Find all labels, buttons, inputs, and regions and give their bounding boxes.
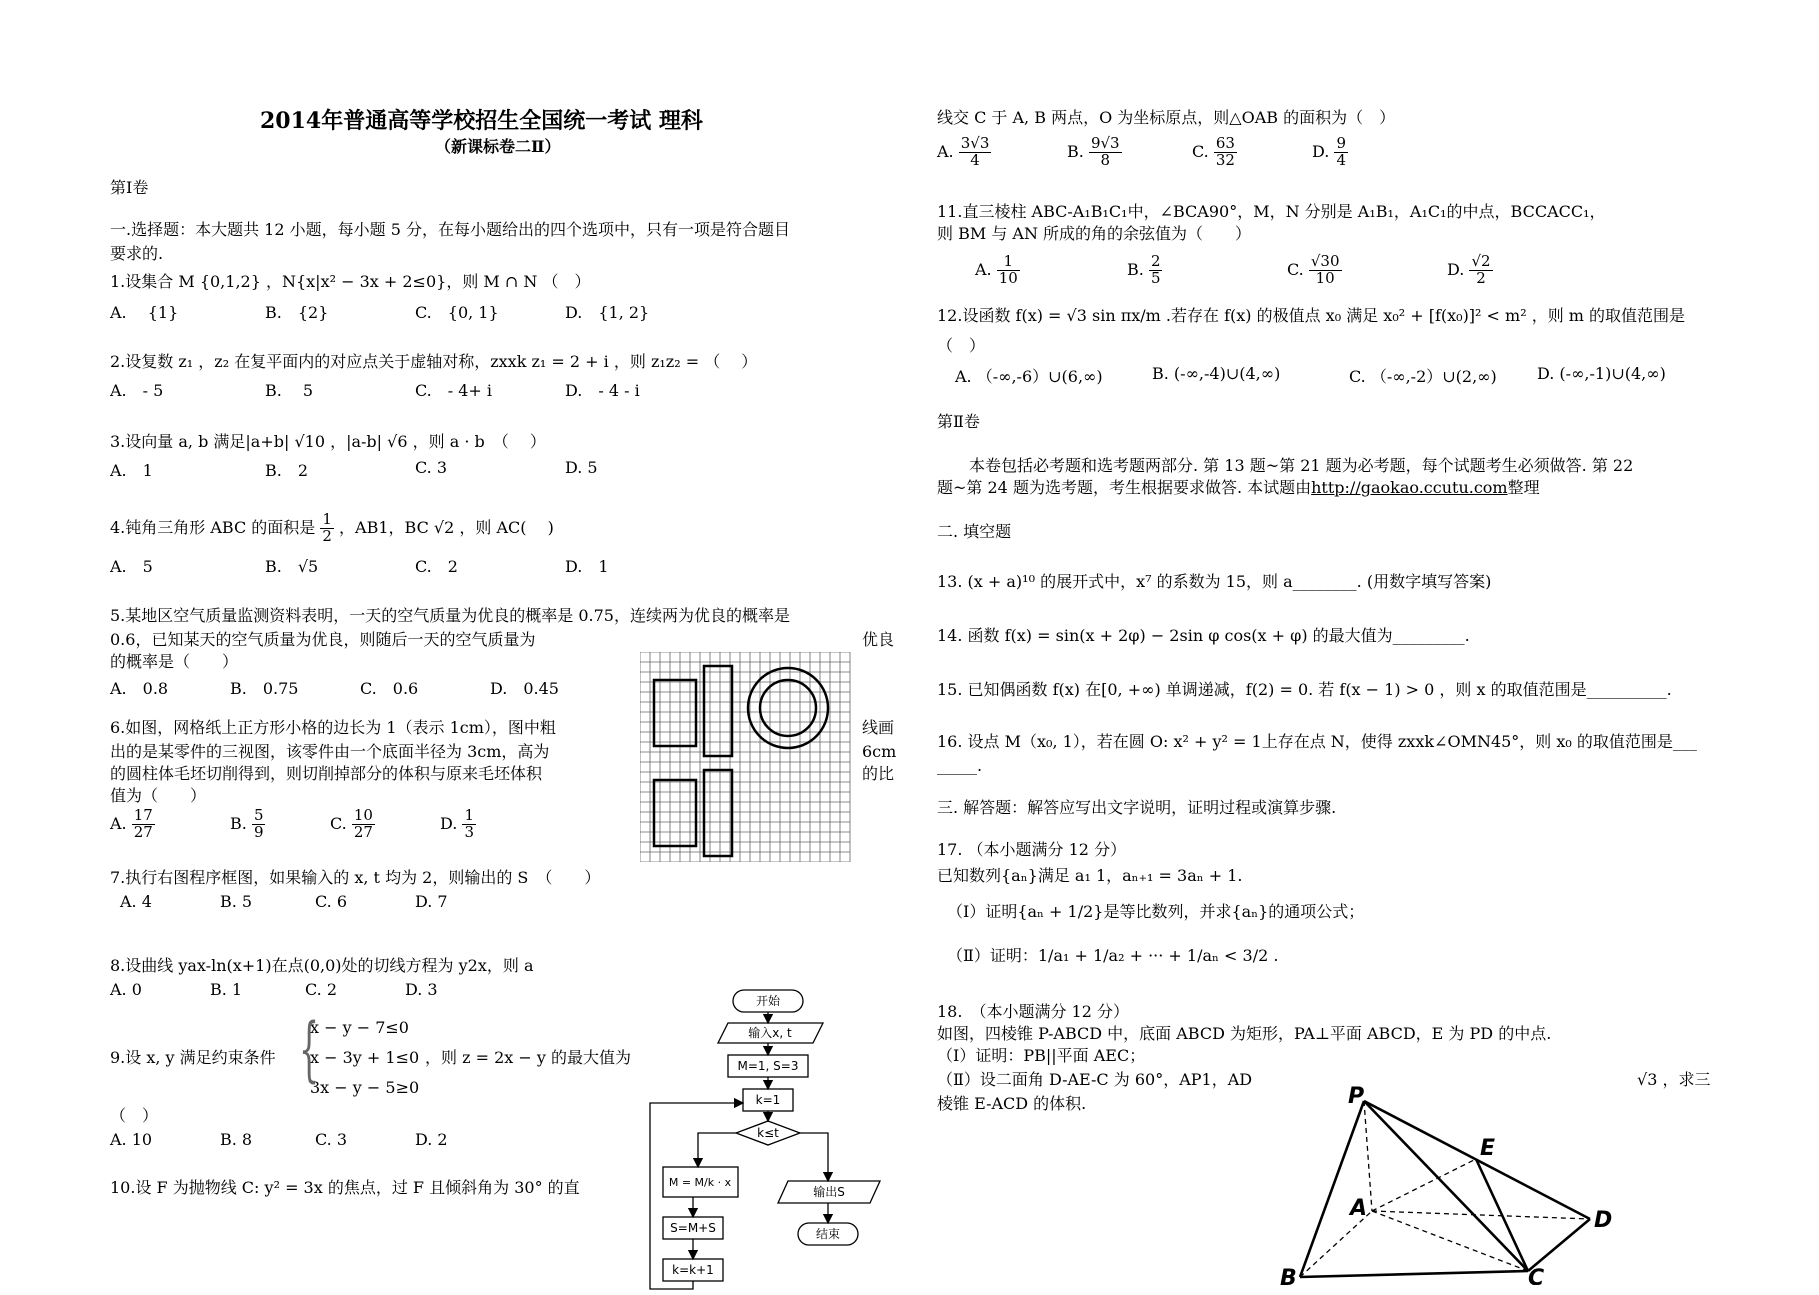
question-stem: 5.某地区空气质量监测资料表明，一天的空气质量为优良的概率是 0.75，连续两为优良的概率是 [110, 606, 790, 625]
denominator: 27 [133, 822, 153, 841]
question-stem: 已知数列{aₙ}满足 a₁ 1，aₙ₊₁ = 3aₙ + 1. [937, 866, 1243, 885]
denominator: 10 [1315, 268, 1335, 287]
option-d: D. 7 [415, 892, 448, 911]
denominator: 27 [353, 822, 373, 841]
fraction [1334, 136, 1348, 169]
option-d [1312, 136, 1348, 169]
denominator: 10 [998, 268, 1018, 287]
section-one-heading: 一.选择题：本大题共 12 小题，每小题 5 分，在每小题给出的四个选项中，只有一项是符合题目 [110, 220, 790, 239]
option-a: A. 5 [110, 557, 153, 576]
option-a: A. 0.8 [110, 679, 169, 698]
question-stem-cont: （ ） [937, 336, 986, 355]
option-letter: A. [975, 259, 992, 279]
option-c: C. 0.6 [360, 679, 419, 698]
option-a: A. - 5 [110, 381, 164, 400]
denominator: 5 [1150, 268, 1161, 287]
stem-part-1: 4.钝角三角形 ABC 的面积是 [110, 517, 316, 537]
option-letter: B. [230, 813, 247, 833]
question-stem: 7.执行右图程序框图，如果输入的 x, t 均为 2，则输出的 S （ ） [110, 868, 601, 887]
part-two-intro-cont [937, 478, 1540, 498]
edge-pc [1364, 1101, 1528, 1271]
option-b: B. 0.75 [230, 679, 299, 698]
option-b [1067, 136, 1122, 169]
question-stem: 1.设集合 M {0,1,2} ，N{x|x² − 3x + 2≤0}，则 M ∩ N （ ） [110, 272, 591, 291]
option-b: B. 1 [210, 980, 243, 999]
part-one: （Ⅰ）证明：PB||平面 AEC； [937, 1046, 1146, 1065]
vertex-label-c: C [1528, 1266, 1545, 1285]
input-label: 输入x, t [748, 1026, 792, 1040]
option-c: C. - 4+ i [415, 381, 493, 400]
option-letter: D. [1312, 141, 1330, 161]
option-d: D. - 4 - i [565, 381, 640, 400]
denominator: 3 [464, 822, 474, 841]
condition-label: k≤t [757, 1126, 779, 1140]
option-d: D. 3 [405, 980, 438, 999]
edge-bc [1300, 1271, 1528, 1277]
question-stem-cont-right: 优良 [862, 630, 895, 649]
k-increment-label: k=k+1 [672, 1263, 714, 1277]
constraint-2: x − 3y + 1≤0 [310, 1048, 420, 1067]
option-b: B. √5 [265, 557, 319, 576]
option-c: C. {0, 1} [415, 303, 499, 322]
option-a: A. {1} [110, 303, 179, 322]
fraction [1309, 254, 1342, 287]
question-stem-cont: 的圆柱体毛坯切削得到，则切削掉部分的体积与原来毛坯体积 [110, 764, 543, 783]
option-b: B. 2 [265, 461, 309, 480]
option-d: D. {1, 2} [565, 303, 650, 322]
option-b: B. 5 [265, 381, 314, 400]
fraction [252, 808, 266, 841]
option-a [110, 808, 155, 841]
question-16-cont: _____. [937, 756, 983, 775]
option-letter: A. [110, 813, 127, 833]
fraction [1214, 136, 1237, 169]
option-letter: B. [1067, 141, 1084, 161]
end-label: 结束 [815, 1227, 841, 1241]
option-d [1447, 254, 1493, 287]
m-update-label: M = M/k · x [668, 1176, 732, 1189]
intro-text: 题~第 24 题为选考题，考生根据要求做答. 本试题由 [937, 478, 1312, 497]
numerator: 5 [253, 806, 264, 824]
numerator: 1 [322, 510, 332, 528]
denominator: 4 [970, 150, 980, 169]
option-letter: A. [937, 141, 954, 161]
question-title: 17. （本小题满分 12 分） [937, 840, 1127, 859]
edge-ad [1372, 1211, 1590, 1219]
three-view-figure [640, 652, 910, 862]
question-stem [110, 512, 554, 545]
option-letter: D. [440, 813, 458, 833]
pyramid-figure [1280, 1085, 1620, 1285]
vertex-label-e: E [1480, 1136, 1496, 1161]
question-stem-cont: 出的是某零件的三视图，该零件由一个底面半径为 3cm，高为 [110, 742, 550, 761]
question-stem: 9.设 x, y 满足约束条件 [110, 1048, 276, 1067]
flowchart [648, 985, 898, 1295]
question-15: 15. 已知偶函数 f(x) 在[0, +∞) 单调递减，f(2) = 0. 若 f(x − 1) > 0 ，则 x 的取值范围是__________. [937, 680, 1672, 699]
exam-subtitle: （新课标卷二Ⅱ） [435, 137, 561, 156]
edge-ae [1372, 1159, 1476, 1211]
constraint-3: 3x − y − 5≥0 [310, 1078, 420, 1097]
k-init-label: k=1 [755, 1093, 781, 1107]
numerator: 3√3 [960, 134, 990, 152]
question-stem-cont: 0.6，已知某天的空气质量为优良，则随后一天的空气质量为 [110, 630, 536, 649]
constraint-1: x − y − 7≤0 [310, 1018, 409, 1037]
numerator: 1 [997, 254, 1020, 271]
brace-icon: { [299, 1008, 320, 1090]
source-link[interactable]: http://gaokao.ccutu.com [1311, 478, 1508, 497]
numerator: 9√3 [1090, 134, 1120, 152]
question-10-stem: 10.设 F 为抛物线 C: y² = 3x 的焦点，过 F 且倾斜角为 30° 的直 [110, 1178, 580, 1197]
option-a: A. 10 [110, 1130, 153, 1149]
vertex-label-d: D [1594, 1208, 1613, 1233]
start-label: 开始 [755, 994, 781, 1008]
output-label: 输出S [813, 1185, 845, 1199]
edge-cd [1528, 1219, 1590, 1271]
option-a [937, 136, 991, 169]
option-b: B. 8 [220, 1130, 253, 1149]
question-stem-cont: 的概率是（ ） [110, 652, 239, 671]
denominator: 32 [1215, 150, 1235, 169]
option-c: C. 2 [415, 557, 458, 576]
option-a: A. 1 [110, 461, 153, 480]
question-stem: 3.设向量 a, b 满足|a+b| √10 ，|a-b| √6 ，则 a · b （ ） [110, 432, 546, 451]
question-title: 18. （本小题满分 12 分） [937, 1002, 1129, 1021]
denominator: 8 [1100, 150, 1111, 169]
option-a: A. 4 [120, 892, 152, 911]
side-view [748, 668, 828, 748]
option-b: B. 5 [220, 892, 253, 911]
part-two: （Ⅱ）设二面角 D-AE-C 为 60°，AP1，AD [937, 1070, 1253, 1089]
option-c [1192, 136, 1237, 169]
s-update-label: S=M+S [670, 1221, 716, 1235]
section-three-heading: 三. 解答题：解答应写出文字说明，证明过程或演算步骤. [937, 798, 1337, 817]
denominator: 4 [1336, 150, 1346, 169]
numerator: 17 [133, 806, 153, 824]
option-d: D. 0.45 [490, 679, 559, 698]
part-one: （Ⅰ）证明{aₙ + 1/2}是等比数列，并求{aₙ}的通项公式； [947, 902, 1365, 921]
numerator: √2 [1471, 252, 1491, 270]
question-stem: 如图，四棱锥 P-ABCD 中，底面 ABCD 为矩形，PA⊥平面 ABCD，E 为 PD 的中点. [937, 1024, 1552, 1043]
vertex-label-a: A [1350, 1196, 1368, 1221]
option-d: D. (-∞,-1)∪(4,∞) [1537, 364, 1666, 383]
fraction [1469, 254, 1492, 287]
option-b [230, 808, 265, 841]
option-letter: D. [1447, 259, 1465, 279]
numerator: 1 [464, 806, 474, 824]
option-a: A. （-∞,-6）∪(6,∞) [955, 367, 1103, 386]
option-c: C. 2 [305, 980, 338, 999]
fraction [352, 808, 375, 841]
option-letter: C. [1192, 141, 1209, 161]
fraction [462, 808, 476, 841]
question-stem-cont: 则 BM 与 AN 所成的角的余弦值为（ ） [937, 224, 1252, 243]
exam-title: 2014年普通高等学校招生全国统一考试 理科 [260, 108, 703, 134]
option-d [440, 808, 476, 841]
option-b: B. (-∞,-4)∪(4,∞) [1152, 364, 1281, 383]
option-c: C. （-∞,-2）∪(2,∞) [1349, 367, 1497, 386]
fraction [1089, 136, 1122, 169]
option-c: C. 3 [315, 1130, 348, 1149]
answer-paren: （ ） [110, 1106, 159, 1125]
question-stem-cont-right: 的比 [862, 764, 895, 783]
option-b [1127, 254, 1162, 287]
question-16: 16. 设点 M（x₀, 1），若在圆 O: x² + y² = 1上存在点 N，使得 zxxk∠OMN45°，则 x₀ 的取值范围是___ [937, 732, 1697, 751]
edge-pb [1300, 1101, 1364, 1277]
vertex-label-p: P [1348, 1085, 1365, 1109]
question-stem: 2.设复数 z₁ ，z₂ 在复平面内的对应点关于虚轴对称，zxxk z₁ = 2 + i ，则 z₁z₂ = （ ） [110, 352, 758, 371]
question-14: 14. 函数 f(x) = sin(x + 2φ) − 2sin φ cos(x + φ) 的最大值为_________. [937, 626, 1470, 645]
option-c: C. 3 [415, 458, 448, 477]
edge-pa [1364, 1101, 1372, 1211]
vertex-label-b: B [1280, 1266, 1297, 1285]
option-c: C. 6 [315, 892, 348, 911]
question-stem-cont: ，则 z = 2x − y 的最大值为 [425, 1048, 632, 1067]
option-d: D. 1 [565, 557, 609, 576]
part-one-label: 第Ⅰ卷 [110, 178, 149, 197]
option-a: A. 0 [110, 980, 142, 999]
numerator: 2 [1150, 252, 1161, 270]
option-c [330, 808, 375, 841]
numerator: 10 [353, 806, 373, 824]
option-a [975, 254, 1020, 287]
numerator: √30 [1310, 252, 1340, 270]
stem-part-2: ，AB1，BC √2 ，则 AC( ) [339, 517, 554, 537]
fraction [959, 136, 992, 169]
numerator: 9 [1336, 134, 1346, 152]
fraction [1149, 254, 1163, 287]
option-d: D. 2 [415, 1130, 448, 1149]
question-stem-right: 线画 [862, 718, 895, 737]
numerator: 63 [1215, 134, 1235, 152]
section-one-heading-cont: 要求的. [110, 244, 164, 263]
denominator: 2 [1476, 268, 1486, 287]
part-two-right: √3 ，求三 [1637, 1070, 1711, 1089]
section-two-heading: 二. 填空题 [937, 522, 1012, 541]
option-letter: C. [330, 813, 347, 833]
question-stem: 11.直三棱柱 ABC-A₁B₁C₁中，∠BCA90°，M，N 分别是 A₁B₁，A₁C₁的中点，BCCACC₁， [937, 202, 1606, 221]
option-c [1287, 254, 1342, 287]
question-stem: 6.如图，网格纸上正方形小格的边长为 1（表示 1cm），图中粗 [110, 718, 556, 737]
part-two-label: 第Ⅱ卷 [937, 412, 980, 431]
denominator: 9 [253, 822, 264, 841]
denominator: 2 [322, 526, 332, 545]
part-two-intro: 本卷包括必考题和选考题两部分. 第 13 题~第 21 题为必考题，每个试题考生必须做答. 第 22 [937, 456, 1634, 475]
question-stem: 12.设函数 f(x) = √3 sin πx/m .若存在 f(x) 的极值点 x₀ 满足 x₀² + [f(x₀)]² < m² ，则 m 的取值范围是 [937, 306, 1686, 325]
question-stem-cont-right: 6cm [862, 742, 897, 761]
question-13: 13. (x + a)¹⁰ 的展开式中，x⁷ 的系数为 15，则 a________. (用数字填写答案) [937, 572, 1492, 591]
fraction-half [320, 512, 334, 545]
question-stem-cont: 值为（ ） [110, 786, 207, 805]
init-label: M=1, S=3 [737, 1059, 799, 1073]
question-stem: 8.设曲线 yax-ln(x+1)在点(0,0)处的切线方程为 y2x，则 a [110, 956, 534, 975]
question-stem-cont: 线交 C 于 A, B 两点，O 为坐标原点，则△OAB 的面积为（ ） [937, 108, 1396, 127]
fraction [132, 808, 155, 841]
option-letter: B. [1127, 259, 1144, 279]
option-d: D. 5 [565, 458, 598, 477]
intro-text-end: 整理 [1507, 478, 1540, 497]
fraction [997, 254, 1020, 287]
part-two: （Ⅱ）证明：1/a₁ + 1/a₂ + ··· + 1/aₙ < 3/2 . [947, 946, 1279, 965]
option-b: B. {2} [265, 303, 329, 322]
option-letter: C. [1287, 259, 1304, 279]
part-two-cont: 棱锥 E-ACD 的体积. [937, 1094, 1087, 1113]
